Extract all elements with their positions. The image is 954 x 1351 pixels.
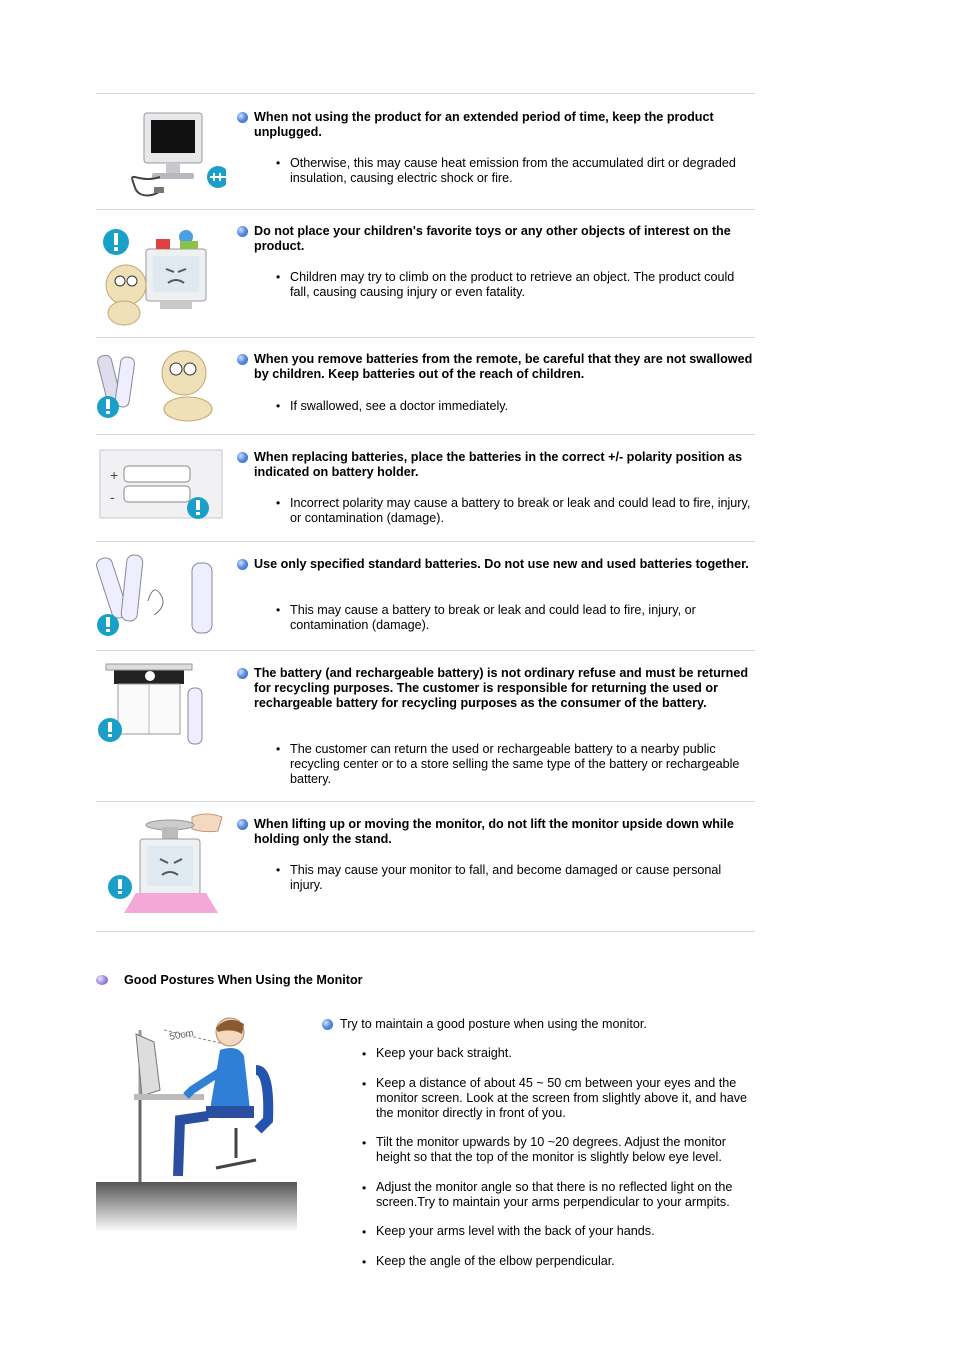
list-bullet-icon: • [276,496,281,510]
safety-item [96,436,755,540]
divider [96,209,755,210]
section-heading: When you remove batteries from the remote, be careful that they are not swallowed by children. Keep batteries out of the reach of children. [237,352,753,382]
divider [96,434,755,435]
divider [96,650,755,651]
section-detail: • This may cause your monitor to fall, and become damaged or cause personal injury. [276,863,722,892]
list-bullet-icon: • [276,399,281,413]
safety-item [96,339,755,433]
section-bullet-icon [237,559,248,570]
section-bullet-icon [237,668,248,679]
section-heading: When lifting up or moving the monitor, do not lift the monitor upside down while holding only the stand. [237,817,753,847]
section-detail: • If swallowed, see a doctor immediately. [276,399,509,413]
section-heading: The battery (and rechargeable battery) is not ordinary refuse and must be returned for recycling purposes. The customer is responsible for returning the used or rechargeable battery for recycling purposes as the consumer of the battery. [237,666,753,711]
section-heading: Use only specified standard batteries. Do not use new and used batteries together. [237,557,753,572]
list-bullet-icon: • [362,1255,367,1269]
list-bullet-icon: • [276,863,281,877]
battery-recycling-illustration [96,652,226,752]
section-bullet-icon [237,226,248,237]
divider [96,541,755,542]
divider [96,337,755,338]
safety-item [96,211,755,336]
section-detail: • This may cause a battery to break or leak and could lead to fire, injury, or contamination (damage). [276,603,696,632]
list-bullet-icon: • [276,742,281,756]
list-item: • Tilt the monitor upwards by 10 ~20 degrees. Adjust the monitor height so that the top of the monitor is slightly below eye level. [362,1135,726,1164]
posture-intro: Try to maintain a good posture when using the monitor. [322,1017,752,1032]
section-detail: • The customer can return the used or rechargeable battery to a nearby public recycling center or to a store selling the same type of the battery or rechargeable battery. [276,742,740,786]
list-item: • Adjust the monitor angle so that there is no reflected light on the screen.Try to maintain your arms perpendicular to your armpits. [362,1180,733,1209]
list-bullet-icon: • [276,270,281,284]
posture-title: Good Postures When Using the Monitor [96,973,496,987]
divider [96,801,755,802]
divider [96,93,755,94]
list-bullet-icon: • [362,1077,367,1091]
list-item: • Keep your back straight. [362,1046,512,1061]
list-bullet-icon: • [362,1225,367,1239]
good-posture-illustration [96,1010,297,1232]
list-bullet-icon: • [276,603,281,617]
svg-text:-: - [110,489,115,505]
safety-item [96,543,755,649]
battery-child-illustration [96,339,226,424]
child-toys-illustration [96,211,226,331]
safety-item [96,95,755,208]
svg-text:+: + [110,467,119,483]
section-detail: • Children may try to climb on the product to retrieve an object. The product could fall, causing causing injury or even fatality. [276,270,735,299]
list-bullet-icon: • [276,156,281,170]
divider [96,931,755,932]
safety-item [96,803,755,930]
section-detail: • Incorrect polarity may cause a battery to break or leak and could lead to fire, injury, or contamination (damage). [276,496,751,525]
section-heading: When not using the product for an extended period of time, keep the product unplugged. [237,110,753,140]
section-heading: When replacing batteries, place the batteries in the correct +/- polarity position as indicated on battery holder. [237,450,753,480]
list-item: • Keep a distance of about 45 ~ 50 cm between your eyes and the monitor screen. Look at the screen from slightly above it, and have the monitor directly in front of you. [362,1076,748,1120]
list-item: • Keep the angle of the elbow perpendicular. [362,1254,615,1269]
list-bullet-icon: • [362,1047,367,1061]
battery-polarity-illustration [96,436,226,526]
section-bullet-icon [237,452,248,463]
section-bullet-icon [237,819,248,830]
safety-item [96,652,755,800]
list-item: • Keep your arms level with the back of your hands. [362,1224,655,1239]
section-heading: Do not place your children's favorite toys or any other objects of interest on the product. [237,224,753,254]
svg-text:50cm: 50cm [168,1027,195,1043]
standard-batteries-illustration [96,543,226,639]
list-bullet-icon: • [362,1181,367,1195]
section-bullet-icon [96,975,108,985]
section-bullet-icon [237,354,248,365]
section-bullet-icon [237,112,248,123]
monitor-unplug-illustration [96,95,226,205]
lifting-monitor-illustration [96,803,226,915]
section-detail: • Otherwise, this may cause heat emission from the accumulated dirt or degraded insulation, causing electric shock or fire. [276,156,736,185]
list-bullet-icon: • [362,1136,367,1150]
section-bullet-icon [322,1019,333,1030]
